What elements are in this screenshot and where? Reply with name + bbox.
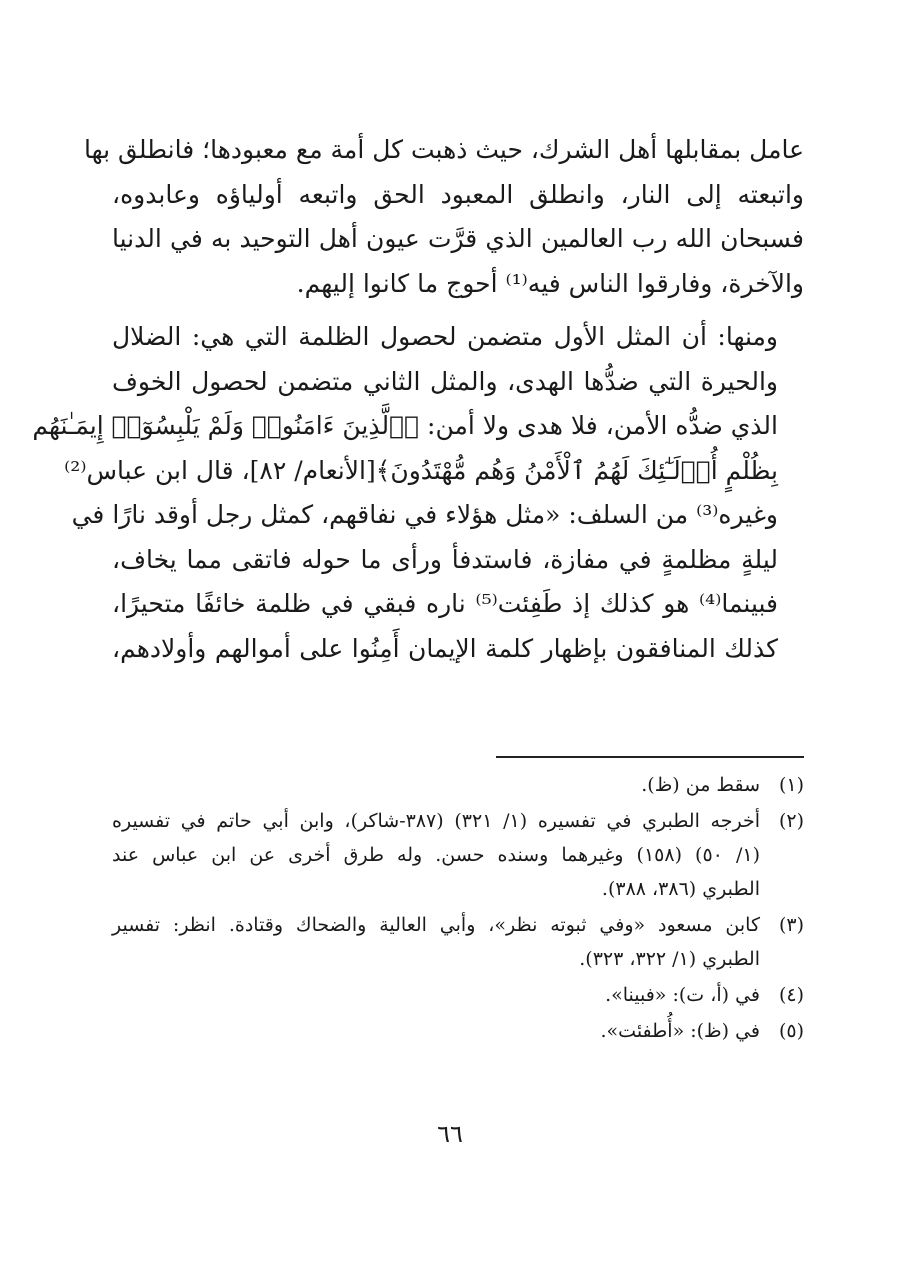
footnotes <box>112 768 804 1048</box>
footnote-line: أخرجه الطبري في تفسيره (١/ ٣٢١) (٣٨٧-شاكر)، وابن أبي حاتم في تفسيره <box>112 810 760 832</box>
paragraph-2 <box>32 315 804 671</box>
footnote-line: في (ظ): «أُطفئت». <box>600 1020 760 1042</box>
text-line: وغيره⁽³⁾ من السلف: «مثل هؤلاء في نفاقهم، كمثل رجل أوقد نارًا في <box>71 500 778 529</box>
text-line: فبينما⁽⁴⁾ هو كذلك إذ طَفِئت⁽⁵⁾ ناره فبقي في ظلمة خائفًا متحيرًا، <box>112 589 778 618</box>
text-line: عامل بمقابلها أهل الشرك، حيث ذهبت كل أمة مع معبودها؛ فانطلق بها <box>84 135 804 164</box>
footnote-number: (٣) <box>778 914 804 936</box>
footnote-3 <box>112 908 804 976</box>
paragraph-1 <box>84 128 804 306</box>
main-text <box>32 128 804 671</box>
footnote-line: الطبري (١/ ٣٢٢، ٣٢٣). <box>579 948 760 970</box>
text-line-with-verse: بِظُلْمٍ أُو۟لَـٰٓئِكَ لَهُمُ ٱلْأَمْنُ وَهُم مُّهْتَدُونَ﴾[الأنعام/ ٨٢]، قال ابن عباس⁽²⁾ <box>64 455 778 485</box>
text-line: كذلك المنافقون بإظهار كلمة الإيمان أَمِنُوا على أموالهم وأولادهم، <box>112 633 778 663</box>
footnote-number: (٤) <box>778 984 804 1006</box>
footnote-line: كابن مسعود «وفي ثبوته نظر»، وأبي العالية والضحاك وقتادة. انظر: تفسير <box>112 914 760 936</box>
text-line: والحيرة التي ضدُّها الهدى، والمثل الثاني متضمن لحصول الخوف <box>112 366 778 396</box>
text-line: فسبحان الله رب العالمين الذي قرَّت عيون أهل التوحيد به في الدنيا <box>112 224 804 253</box>
text-line: ومنها: أن المثل الأول متضمن لحصول الظلمة التي هي: الضلال <box>112 322 778 351</box>
text-line: ليلةٍ مظلمةٍ في مفازة، فاستدفأ ورأى ما حوله فاتقى مما يخاف، <box>112 544 778 574</box>
footnote-2 <box>112 804 804 906</box>
page-number: ٦٦ <box>437 1120 463 1148</box>
text-line: واتبعته إلى النار، وانطلق المعبود الحق واتبعه أولياؤه وعابدوه، <box>112 179 804 209</box>
footnote-line: (١/ ٥٠) (١٥٨) وغيرهما وسنده حسن. وله طرق أخرى عن ابن عباس عند <box>112 844 760 866</box>
footnote-4 <box>112 978 804 1012</box>
footnote-line: سقط من (ظ). <box>641 774 760 796</box>
footnote-separator <box>496 756 804 758</box>
text-line-with-verse: الذي ضدُّه الأمن، فلا هدى ولا أمن: ﴿ٱلَّذِينَ ءَامَنُوا۟ وَلَمْ يَلْبِسُوٓا۟ إِيمَـٰنَهُم <box>32 411 778 440</box>
footnote-1 <box>112 768 804 802</box>
footnote-line: في (أ، ت): «فبينا». <box>605 984 760 1006</box>
footnote-line: الطبري (٣٨٦، ٣٨٨). <box>601 878 760 900</box>
footnote-number: (٥) <box>778 1020 804 1042</box>
footnote-number: (١) <box>778 774 804 796</box>
footnote-number: (٢) <box>778 810 804 832</box>
text-line: والآخرة، وفارقوا الناس فيه⁽¹⁾ أحوج ما كانوا إليهم. <box>296 268 804 298</box>
footnote-5 <box>112 1014 804 1048</box>
